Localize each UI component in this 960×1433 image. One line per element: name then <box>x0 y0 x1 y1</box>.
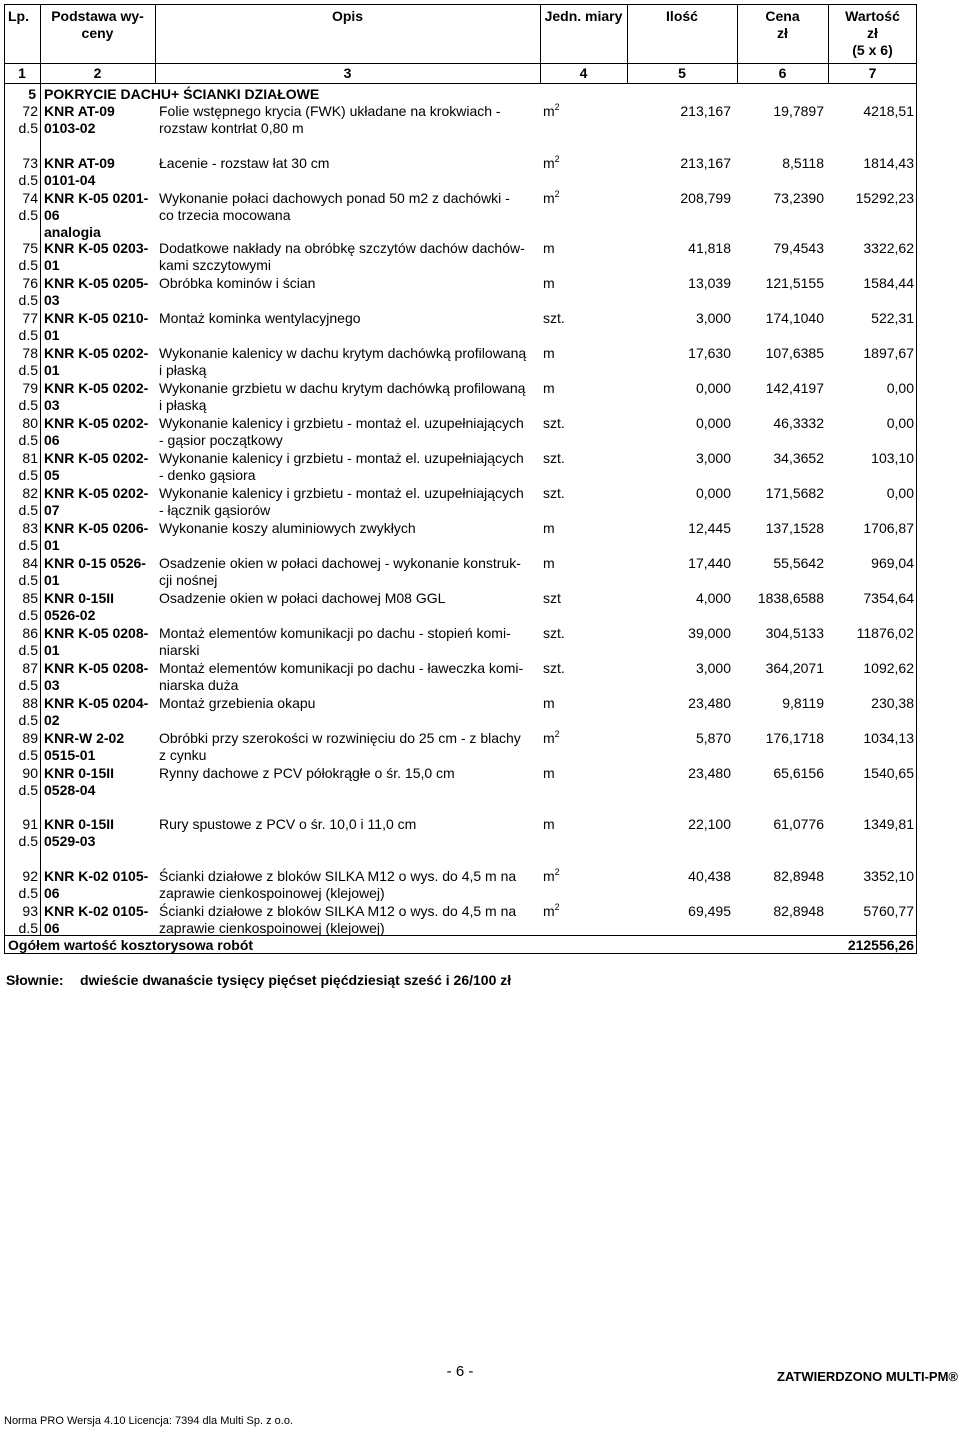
row-number: 92 <box>22 868 38 884</box>
row-quantity: 69,495 <box>688 903 731 919</box>
row-base: KNR K-05 0202- <box>44 415 149 431</box>
row-unit <box>543 485 565 502</box>
row-quantity: 5,870 <box>695 730 731 746</box>
row-quantity: 23,480 <box>688 765 731 781</box>
row-value: 1584,44 <box>863 275 914 291</box>
row-base: 0528-04 <box>44 782 96 798</box>
row-base: KNR K-05 0210- <box>44 310 149 326</box>
row-base: KNR K-05 0206- <box>44 520 149 536</box>
row-description: - denko gąsiora <box>159 467 256 483</box>
row-unit-symbol: m <box>543 868 555 884</box>
row-base: 02 <box>44 712 60 728</box>
row-value: 1706,87 <box>863 520 914 536</box>
row-unit-symbol: szt <box>543 590 561 606</box>
row-description: - łącznik gąsiorów <box>159 502 271 518</box>
row-number: 73 <box>22 155 38 171</box>
header-wartosc: zł <box>867 25 878 41</box>
row-unit-symbol: szt. <box>543 485 565 501</box>
row-base: 07 <box>44 502 60 518</box>
row-chapter: d.5 <box>18 677 38 693</box>
row-description: Wykonanie kalenicy i grzbietu - montaż el. uzupełniających <box>159 415 524 431</box>
row-base: 01 <box>44 572 60 588</box>
row-price: 107,6385 <box>765 345 824 361</box>
row-unit-exponent: 2 <box>554 102 560 112</box>
row-quantity: 39,000 <box>688 625 731 641</box>
row-description: Ścianki działowe z bloków SILKA M12 o wys. do 4,5 m na <box>159 903 517 919</box>
row-base: 01 <box>44 642 60 658</box>
row-unit <box>543 695 555 712</box>
row-description: zaprawie cienkospoinowej (klejowej) <box>159 885 385 901</box>
row-chapter: d.5 <box>18 292 38 308</box>
row-base: analogia <box>44 224 101 240</box>
row-base: KNR K-05 0202- <box>44 450 149 466</box>
row-quantity: 208,799 <box>680 190 731 206</box>
row-number: 83 <box>22 520 38 536</box>
row-description: rozstaw kontrłat 0,80 m <box>159 120 304 136</box>
row-price: 171,5682 <box>765 485 824 501</box>
row-unit-symbol: m <box>543 765 555 781</box>
row-unit <box>543 415 565 432</box>
words-text: dwieście dwanaście tysięcy pięćset pięćdziesiąt sześć i 26/100 zł <box>80 972 512 988</box>
header-rule <box>4 83 917 84</box>
row-number: 90 <box>22 765 38 781</box>
row-base: 01 <box>44 362 60 378</box>
row-unit-symbol: m <box>543 816 555 832</box>
row-number: 79 <box>22 380 38 396</box>
row-unit-exponent: 2 <box>554 729 560 739</box>
row-number: 72 <box>22 103 38 119</box>
row-quantity: 23,480 <box>688 695 731 711</box>
row-description: niarska duża <box>159 677 239 693</box>
row-unit-symbol: m <box>543 155 555 171</box>
row-chapter: d.5 <box>18 257 38 273</box>
row-unit-symbol: m <box>543 190 555 206</box>
row-base: 06 <box>44 920 60 936</box>
row-base: KNR 0-15II <box>44 590 115 606</box>
row-number: 84 <box>22 555 38 571</box>
row-number: 88 <box>22 695 38 711</box>
row-base: 0101-04 <box>44 172 96 188</box>
row-number: 82 <box>22 485 38 501</box>
row-value: 1034,13 <box>863 730 914 746</box>
row-description: i płaską <box>159 397 207 413</box>
column-number: 6 <box>778 65 787 81</box>
row-description: co trzecia mocowana <box>159 207 291 223</box>
words-label: Słownie: <box>6 972 64 988</box>
header-cena: zł <box>777 25 788 41</box>
row-price: 304,5133 <box>765 625 824 641</box>
row-base: KNR K-05 0202- <box>44 345 149 361</box>
license-note: Norma PRO Wersja 4.10 Licencja: 7394 dla Multi Sp. z o.o. <box>4 1415 293 1427</box>
row-unit-exponent: 2 <box>554 867 560 877</box>
row-price: 61,0776 <box>773 816 824 832</box>
row-quantity: 213,167 <box>680 155 731 171</box>
row-description: Rynny dachowe z PCV półokrągłe o śr. 15,0 cm <box>159 765 455 781</box>
row-base: 03 <box>44 677 60 693</box>
row-price: 55,5642 <box>773 555 824 571</box>
row-number: 78 <box>22 345 38 361</box>
row-base: 01 <box>44 537 60 553</box>
row-unit <box>543 730 560 747</box>
row-quantity: 3,000 <box>695 660 731 676</box>
row-price: 364,2071 <box>765 660 824 676</box>
row-value: 0,00 <box>886 485 914 501</box>
row-quantity: 13,039 <box>688 275 731 291</box>
row-base: KNR 0-15II <box>44 765 115 781</box>
row-unit <box>543 155 560 172</box>
row-chapter: d.5 <box>18 642 38 658</box>
row-base: 06 <box>44 432 60 448</box>
row-base: 06 <box>44 207 60 223</box>
row-chapter: d.5 <box>18 537 38 553</box>
row-description: Wykonanie kalenicy i grzbietu - montaż el. uzupełniających <box>159 450 524 466</box>
row-unit-symbol: szt. <box>543 660 565 676</box>
row-chapter: d.5 <box>18 120 38 136</box>
row-description: Montaż elementów komunikacji po dachu - stopień komi- <box>159 625 511 641</box>
row-price: 73,2390 <box>773 190 824 206</box>
row-unit <box>543 590 561 607</box>
row-chapter: d.5 <box>18 572 38 588</box>
row-description: niarski <box>159 642 200 658</box>
row-base: 01 <box>44 257 60 273</box>
row-unit-symbol: szt. <box>543 310 565 326</box>
row-base: KNR K-05 0201- <box>44 190 149 206</box>
total-label: Ogółem wartość kosztorysowa robót <box>8 937 254 953</box>
row-base: KNR K-05 0202- <box>44 485 149 501</box>
approved-stamp: ZATWIERDZONO MULTI-PM® <box>777 1369 958 1384</box>
row-base: 0515-01 <box>44 747 96 763</box>
header-cena: Cena <box>765 8 800 24</box>
cost-table <box>4 4 917 954</box>
row-chapter: d.5 <box>18 207 38 223</box>
row-value: 0,00 <box>886 415 914 431</box>
row-number: 86 <box>22 625 38 641</box>
row-base: 05 <box>44 467 60 483</box>
row-chapter: d.5 <box>18 920 38 936</box>
row-price: 9,8119 <box>782 695 824 711</box>
row-base: KNR K-05 0208- <box>44 625 149 641</box>
row-chapter: d.5 <box>18 712 38 728</box>
row-chapter: d.5 <box>18 362 38 378</box>
row-number: 85 <box>22 590 38 606</box>
row-value: 11876,02 <box>856 625 914 641</box>
row-price: 8,5118 <box>782 155 824 171</box>
row-unit <box>543 240 555 257</box>
row-base: KNR K-05 0204- <box>44 695 149 711</box>
row-description: Montaż kominka wentylacyjnego <box>159 310 361 326</box>
row-unit-exponent: 2 <box>554 154 560 164</box>
row-description: Wykonanie koszy aluminiowych zwykłych <box>159 520 416 536</box>
row-quantity: 0,000 <box>695 485 731 501</box>
row-base: KNR AT-09 <box>44 103 115 119</box>
row-base: 0103-02 <box>44 120 96 136</box>
row-unit <box>543 765 555 782</box>
row-unit-symbol: m <box>543 240 555 256</box>
row-quantity: 41,818 <box>688 240 731 256</box>
row-base: KNR AT-09 <box>44 155 115 171</box>
row-unit <box>543 868 560 885</box>
row-value: 1349,81 <box>863 816 914 832</box>
row-chapter: d.5 <box>18 327 38 343</box>
row-base: 01 <box>44 327 60 343</box>
header-podstawa: Podstawa wy- <box>51 8 144 24</box>
row-base: KNR K-05 0205- <box>44 275 149 291</box>
row-quantity: 40,438 <box>688 868 731 884</box>
row-quantity: 4,000 <box>695 590 731 606</box>
row-chapter: d.5 <box>18 397 38 413</box>
row-description: cji nośnej <box>159 572 218 588</box>
row-description: kami szczytowymi <box>159 257 272 273</box>
row-base: 03 <box>44 397 60 413</box>
row-value: 230,38 <box>871 695 914 711</box>
row-chapter: d.5 <box>18 502 38 518</box>
row-unit <box>543 275 555 292</box>
row-description: Dodatkowe nakłady na obróbkę szczytów dachów dachów- <box>159 240 525 256</box>
row-quantity: 17,630 <box>688 345 731 361</box>
column-number: 7 <box>868 65 877 81</box>
row-unit-symbol: m <box>543 275 555 291</box>
row-number: 81 <box>22 450 38 466</box>
row-unit <box>543 310 565 327</box>
row-description: Łacenie - rozstaw łat 30 cm <box>159 155 330 171</box>
row-price: 79,4543 <box>773 240 824 256</box>
row-unit <box>543 520 555 537</box>
row-price: 34,3652 <box>773 450 824 466</box>
row-description: Montaż grzebienia okapu <box>159 695 316 711</box>
row-chapter: d.5 <box>18 172 38 188</box>
header-jedn: Jedn. miary <box>544 8 623 24</box>
row-number: 87 <box>22 660 38 676</box>
row-value: 103,10 <box>871 450 914 466</box>
row-unit-symbol: m <box>543 903 555 919</box>
row-unit <box>543 190 560 207</box>
column-divider <box>40 83 41 935</box>
row-chapter: d.5 <box>18 467 38 483</box>
row-description: Ścianki działowe z bloków SILKA M12 o wys. do 4,5 m na <box>159 868 517 884</box>
row-value: 3352,10 <box>863 868 914 884</box>
section-title: POKRYCIE DACHU+ ŚCIANKI DZIAŁOWE <box>44 86 320 102</box>
row-unit <box>543 555 555 572</box>
row-unit <box>543 103 560 120</box>
row-value: 1092,62 <box>863 660 914 676</box>
row-quantity: 17,440 <box>688 555 731 571</box>
row-base: 03 <box>44 292 60 308</box>
row-value: 1897,67 <box>863 345 914 361</box>
row-unit <box>543 450 565 467</box>
row-quantity: 12,445 <box>688 520 731 536</box>
row-unit-exponent: 2 <box>554 189 560 199</box>
row-value: 1540,65 <box>863 765 914 781</box>
header-wartosc: Wartość <box>845 8 900 24</box>
row-base: KNR K-02 0105- <box>44 903 149 919</box>
row-unit-symbol: m <box>543 103 555 119</box>
row-unit-symbol: szt. <box>543 415 565 431</box>
row-number: 93 <box>22 903 38 919</box>
row-number: 91 <box>22 816 38 832</box>
row-unit <box>543 816 555 833</box>
row-description: Obróbka kominów i ścian <box>159 275 316 291</box>
row-description: Obróbki przy szerokości w rozwinięciu do 25 cm - z blachy <box>159 730 521 746</box>
row-base: 06 <box>44 885 60 901</box>
row-base: KNR K-05 0202- <box>44 380 149 396</box>
row-chapter: d.5 <box>18 833 38 849</box>
row-quantity: 0,000 <box>695 415 731 431</box>
row-unit <box>543 625 565 642</box>
row-price: 82,8948 <box>773 868 824 884</box>
column-number: 4 <box>579 65 588 81</box>
total-rule <box>4 935 917 936</box>
row-value: 0,00 <box>886 380 914 396</box>
row-unit <box>543 660 565 677</box>
row-description: zaprawie cienkospoinowej (klejowej) <box>159 920 385 936</box>
section-number: 5 <box>28 86 36 102</box>
row-description: i płaską <box>159 362 207 378</box>
row-price: 19,7897 <box>773 103 824 119</box>
row-value: 4218,51 <box>863 103 914 119</box>
row-number: 89 <box>22 730 38 746</box>
header-rule <box>4 63 917 64</box>
row-price: 46,3332 <box>773 415 824 431</box>
row-description: Wykonanie grzbietu w dachu krytym dachówką profilowaną <box>159 380 526 396</box>
row-value: 1814,43 <box>863 155 914 171</box>
row-base: 0526-02 <box>44 607 96 623</box>
row-chapter: d.5 <box>18 782 38 798</box>
row-number: 77 <box>22 310 38 326</box>
row-price: 121,5155 <box>765 275 824 291</box>
row-base: KNR 0-15 0526- <box>44 555 146 571</box>
row-description: Wykonanie kalenicy i grzbietu - montaż el. uzupełniających <box>159 485 524 501</box>
row-chapter: d.5 <box>18 607 38 623</box>
row-base: KNR K-05 0208- <box>44 660 149 676</box>
row-unit <box>543 345 555 362</box>
row-unit-symbol: m <box>543 520 555 536</box>
row-price: 174,1040 <box>765 310 824 326</box>
row-value: 969,04 <box>871 555 914 571</box>
row-quantity: 0,000 <box>695 380 731 396</box>
row-chapter: d.5 <box>18 432 38 448</box>
column-number: 2 <box>93 65 102 81</box>
row-description: Osadzenie okien w połaci dachowej - wykonanie konstruk- <box>159 555 521 571</box>
row-price: 142,4197 <box>765 380 824 396</box>
row-number: 80 <box>22 415 38 431</box>
row-value: 15292,23 <box>855 190 914 206</box>
row-unit-symbol: szt. <box>543 625 565 641</box>
row-price: 65,6156 <box>773 765 824 781</box>
row-description: Osadzenie okien w połaci dachowej M08 GGL <box>159 590 446 606</box>
row-description: Folie wstępnego krycia (FWK) układane na krokwiach - <box>159 103 501 119</box>
row-price: 176,1718 <box>765 730 824 746</box>
row-number: 76 <box>22 275 38 291</box>
row-unit-symbol: m <box>543 380 555 396</box>
header-podstawa: ceny <box>81 25 114 41</box>
header-lp: Lp. <box>8 8 29 24</box>
row-base: KNR-W 2-02 <box>44 730 125 746</box>
row-number: 75 <box>22 240 38 256</box>
row-price: 82,8948 <box>773 903 824 919</box>
row-quantity: 22,100 <box>688 816 731 832</box>
row-description: z cynku <box>159 747 207 763</box>
row-unit-symbol: szt. <box>543 450 565 466</box>
row-chapter: d.5 <box>18 885 38 901</box>
row-unit-symbol: m <box>543 730 555 746</box>
page-number: - 6 - <box>446 1363 474 1380</box>
row-description: Wykonanie połaci dachowych ponad 50 m2 z dachówki - <box>159 190 510 206</box>
row-chapter: d.5 <box>18 747 38 763</box>
row-unit-symbol: m <box>543 695 555 711</box>
row-unit-symbol: m <box>543 555 555 571</box>
row-quantity: 3,000 <box>695 310 731 326</box>
row-description: Rury spustowe z PCV o śr. 10,0 i 11,0 cm <box>159 816 417 832</box>
header-ilosc: Ilość <box>666 8 698 24</box>
row-value: 3322,62 <box>863 240 914 256</box>
row-value: 522,31 <box>871 310 914 326</box>
row-number: 74 <box>22 190 38 206</box>
row-value: 7354,64 <box>863 590 914 606</box>
row-base: KNR K-05 0203- <box>44 240 149 256</box>
row-price: 137,1528 <box>765 520 824 536</box>
row-price: 1838,6588 <box>757 590 824 606</box>
row-unit-exponent: 2 <box>554 902 560 912</box>
column-number: 5 <box>678 65 686 81</box>
total-value: 212556,26 <box>847 937 914 953</box>
row-description: - gąsior początkowy <box>159 432 283 448</box>
header-wartosc: (5 x 6) <box>852 42 893 58</box>
column-number: 1 <box>18 65 26 81</box>
row-base: KNR K-02 0105- <box>44 868 149 884</box>
row-quantity: 3,000 <box>695 450 731 466</box>
row-description: Montaż elementów komunikacji po dachu - ławeczka komi- <box>159 660 524 676</box>
row-description: Wykonanie kalenicy w dachu krytym dachówką profilowaną <box>159 345 527 361</box>
row-base: KNR 0-15II <box>44 816 115 832</box>
row-unit-symbol: m <box>543 345 555 361</box>
column-number: 3 <box>343 65 352 81</box>
row-quantity: 213,167 <box>680 103 731 119</box>
row-value: 5760,77 <box>863 903 914 919</box>
row-base: 0529-03 <box>44 833 96 849</box>
row-unit <box>543 380 555 397</box>
row-unit <box>543 903 560 920</box>
header-opis: Opis <box>331 8 364 24</box>
